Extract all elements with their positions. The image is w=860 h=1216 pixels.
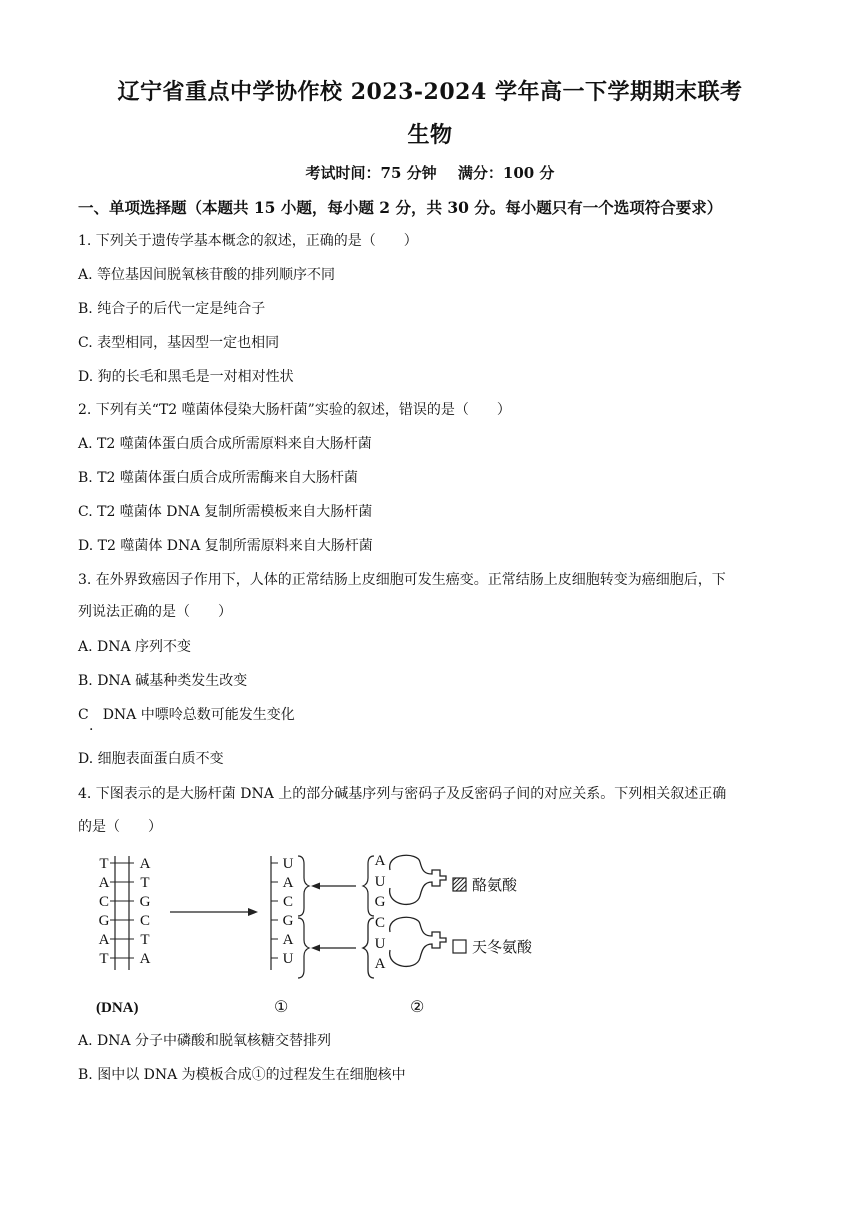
amino-acid-1-label: 酪氨酸	[472, 878, 518, 894]
trna-aspartic	[363, 915, 533, 978]
mrna-base-2: C	[282, 894, 294, 910]
question-1-option-a: A. 等位基因间脱氧核苷酸的排列顺序不同	[78, 267, 336, 283]
label-1: ①	[274, 999, 289, 1016]
amino-acid-2-label: 天冬氨酸	[472, 940, 533, 956]
question-4-option-b: B. 图中以 DNA 为模板合成①的过程发生在细胞核中	[78, 1067, 406, 1083]
dna-right-base-2: G	[139, 894, 151, 910]
trna1-base-0: A	[374, 853, 386, 869]
dna-right-base-0: A	[139, 856, 151, 872]
translation-diagram	[88, 848, 558, 1028]
question-2-option-b: B. T2 噬菌体蛋白质合成所需酶来自大肠杆菌	[78, 470, 358, 486]
trna2-base-0: C	[374, 915, 386, 931]
dna-right-base-5: A	[139, 951, 151, 967]
mrna-strand	[271, 856, 309, 978]
dna-left-base-3: G	[98, 913, 110, 929]
stray-dot: ·	[89, 722, 94, 738]
question-1-option-d: D. 狗的长毛和黑毛是一对相对性状	[78, 369, 294, 385]
question-3-option-a: A. DNA 序列不变	[78, 639, 192, 655]
dna-right-base-1: T	[140, 875, 150, 891]
question-1-option-c: C. 表型相同，基因型一定也相同	[78, 335, 280, 351]
question-2-stem: 2. 下列有关“T2 噬菌体侵染大肠杆菌”实验的叙述，错误的是（ ）	[78, 402, 511, 418]
exam-score: 满分：100 分	[457, 164, 555, 182]
question-2-option-d: D. T2 噬菌体 DNA 复制所需原料来自大肠杆菌	[78, 538, 373, 554]
dna-left-base-4: A	[98, 932, 110, 948]
question-2-option-a: A. T2 噬菌体蛋白质合成所需原料来自大肠杆菌	[78, 436, 372, 452]
trna2-base-2: A	[374, 956, 386, 972]
question-2-option-c: C. T2 噬菌体 DNA 复制所需模板来自大肠杆菌	[78, 504, 373, 520]
question-1-stem: 1. 下列关于遗传学基本概念的叙述，正确的是（ ）	[78, 233, 418, 249]
dna-strand	[99, 856, 151, 970]
section-heading: 一、单项选择题（本题共 15 小题，每小题 2 分，共 30 分。每小题只有一个选项符合要求）	[78, 198, 723, 217]
exam-title: 辽宁省重点中学协作校 2023-2024 学年高一下学期期末联考	[117, 79, 743, 105]
question-3-option-b: B. DNA 碱基种类发生改变	[78, 673, 248, 689]
label-dna: (DNA)	[96, 1000, 139, 1016]
mrna-base-5: U	[282, 951, 294, 967]
question-3-stem-line1: 3. 在外界致癌因子作用下，人体的正常结肠上皮细胞可发生癌变。正常结肠上皮细胞转变为癌细胞后，下	[78, 572, 726, 588]
exam-time: 考试时间：75 分钟	[305, 164, 437, 182]
mrna-base-3: G	[282, 913, 294, 929]
codon-brace-2	[298, 918, 309, 978]
codon-brace-1	[298, 856, 309, 916]
question-4-option-a: A. DNA 分子中磷酸和脱氧核糖交替排列	[78, 1033, 332, 1049]
exam-meta	[0, 162, 860, 183]
trna1-base-2: G	[374, 894, 386, 910]
question-3-option-c: C DNA 中嘌呤总数可能发生变化	[78, 707, 295, 723]
dna-left-base-1: A	[98, 875, 110, 891]
subject-title: 生物	[407, 122, 453, 148]
trna-tyrosine	[363, 853, 518, 916]
mrna-base-1: A	[282, 875, 294, 891]
trna1-base-1: U	[374, 874, 386, 890]
dna-left-base-0: T	[99, 856, 109, 872]
question-4-stem-line2: 的是（ ）	[78, 819, 162, 835]
question-1-option-b: B. 纯合子的后代一定是纯合子	[78, 301, 266, 317]
dna-left-base-2: C	[98, 894, 110, 910]
question-3-stem-line2: 列说法正确的是（ ）	[78, 604, 232, 620]
transcription-arrow	[170, 908, 258, 916]
dna-left-base-5: T	[99, 951, 109, 967]
mrna-base-0: U	[282, 856, 294, 872]
mrna-base-4: A	[282, 932, 294, 948]
question-3-option-d: D. 细胞表面蛋白质不变	[78, 751, 224, 767]
trna2-base-1: U	[374, 936, 386, 952]
label-2: ②	[410, 999, 425, 1016]
question-4-stem-line1: 4. 下图表示的是大肠杆菌 DNA 上的部分碱基序列与密码子及反密码子间的对应关系。下列相关叙述正确	[78, 786, 727, 802]
dna-right-base-4: T	[140, 932, 150, 948]
dna-right-base-3: C	[139, 913, 151, 929]
pairing-arrows	[311, 883, 356, 952]
